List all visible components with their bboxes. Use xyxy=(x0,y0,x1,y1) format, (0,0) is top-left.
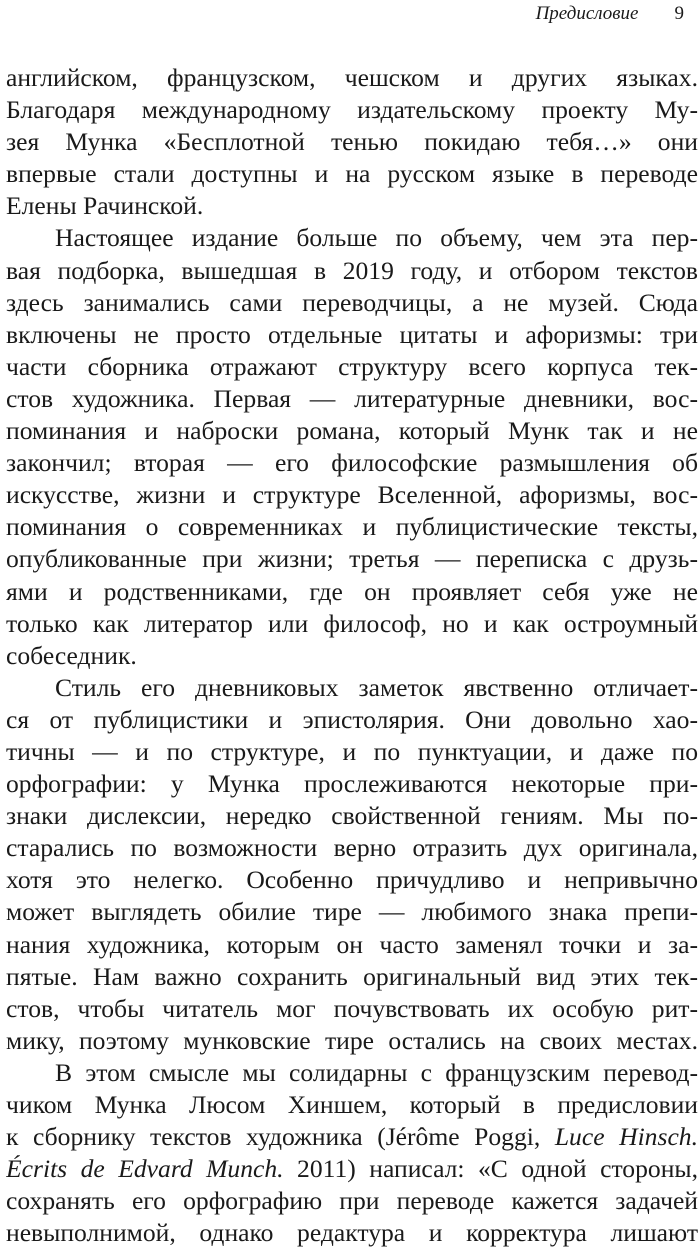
text-line: поминания и наброски романа, который Мунк так и не xyxy=(6,416,698,446)
text-line: сохранять его орфографию при переводе кажется задачей xyxy=(6,1186,698,1216)
text-line: английском, французском, чешском и других языках. xyxy=(6,63,698,92)
text-run: к сборнику текстов художника (Jérôme Poggi, xyxy=(6,1122,555,1152)
text-line: включены не просто отдельные цитаты и афоризмы: три xyxy=(6,319,698,349)
text-line: впервые стали доступны и на русском языке в переводе xyxy=(6,159,698,189)
text-line: нания художника, которым он часто заменял точки и за- xyxy=(6,929,698,959)
paragraph xyxy=(6,222,698,671)
page-number: 9 xyxy=(674,3,684,24)
text-line: тичны — и по структуре, и по пунктуации, и даже по xyxy=(6,736,698,766)
text-line xyxy=(6,1153,698,1185)
text-line: вая подборка, вышедшая в 2019 году, и отбором текстов xyxy=(6,255,698,285)
text-line: орфографии: у Мунка прослеживаются некоторые при- xyxy=(6,769,698,799)
body-text xyxy=(6,62,698,1249)
italic-citation: Luce Hinsch. xyxy=(554,1122,698,1152)
text-line: стов художника. Первая — литературные дневники, вос- xyxy=(6,383,698,413)
text-line: знаки дислексии, нередко свойственной гениям. Мы по- xyxy=(6,801,698,831)
text-line: ся от публицистики и эпистолярия. Они довольно хао- xyxy=(6,704,698,734)
text-line: закончил; вторая — его философские размышления об xyxy=(6,448,698,478)
text-line: зея Мунка «Бесплотной тенью покидаю тебя…» они xyxy=(6,127,698,157)
italic-citation: Écrits de Edvard Munch. xyxy=(6,1154,284,1184)
text-line: Стиль его дневниковых заметок явственно отличает- xyxy=(55,672,698,702)
text-line: старались по возможности верно отразить дух оригинала, xyxy=(6,833,698,863)
text-line: стов, чтобы читатель мог почувствовать их особую рит- xyxy=(6,993,698,1023)
text-line: В этом смысле мы солидарны с французским перевод- xyxy=(55,1057,698,1087)
text-line: хотя это нелегко. Особенно причудливо и непривычно xyxy=(6,865,698,895)
text-line: Елены Рачинской. xyxy=(6,191,204,221)
text-line: поминания о современниках и публицистические тексты, xyxy=(6,512,698,542)
text-line: искусстве, жизни и структуре Вселенной, афоризмы, вос- xyxy=(6,480,698,510)
text-line: только как литератор или философ, но и как остроумный xyxy=(6,608,698,638)
text-line: ями и родственниками, где он проявляет себя уже не xyxy=(6,576,698,606)
text-line: здесь занимались сами переводчицы, а не музей. Сюда xyxy=(6,287,698,317)
running-head xyxy=(536,4,684,24)
paragraph xyxy=(6,672,698,1057)
text-line: Благодаря международному издательскому проекту Му- xyxy=(6,95,698,125)
text-line: пятые. Нам важно сохранить оригинальный вид этих тек- xyxy=(6,961,698,991)
text-line: мику, поэтому мунковские тире остались на своих местах. xyxy=(6,1025,698,1055)
section-title: Предисловие xyxy=(535,3,639,24)
text-line: опубликованные при жизни; третья — переписка с друзь- xyxy=(6,544,698,574)
text-line: Настоящее издание больше по объему, чем эта пер- xyxy=(55,223,698,253)
text-line: части сборника отражают структуру всего корпуса тек- xyxy=(6,351,698,381)
text-line xyxy=(6,1121,698,1153)
text-line: может выглядеть обилие тире — любимого знака препи- xyxy=(6,897,698,927)
text-line: чиком Мунка Люсом Хиншем, который в предисловии xyxy=(6,1090,698,1119)
text-line: собеседник. xyxy=(6,640,137,670)
paragraph xyxy=(6,1057,698,1249)
paragraph xyxy=(6,62,698,222)
text-line: невыполнимой, однако редактура и корректура лишают xyxy=(6,1218,698,1248)
text-run: 2011) написал: «С одной стороны, xyxy=(283,1154,698,1184)
